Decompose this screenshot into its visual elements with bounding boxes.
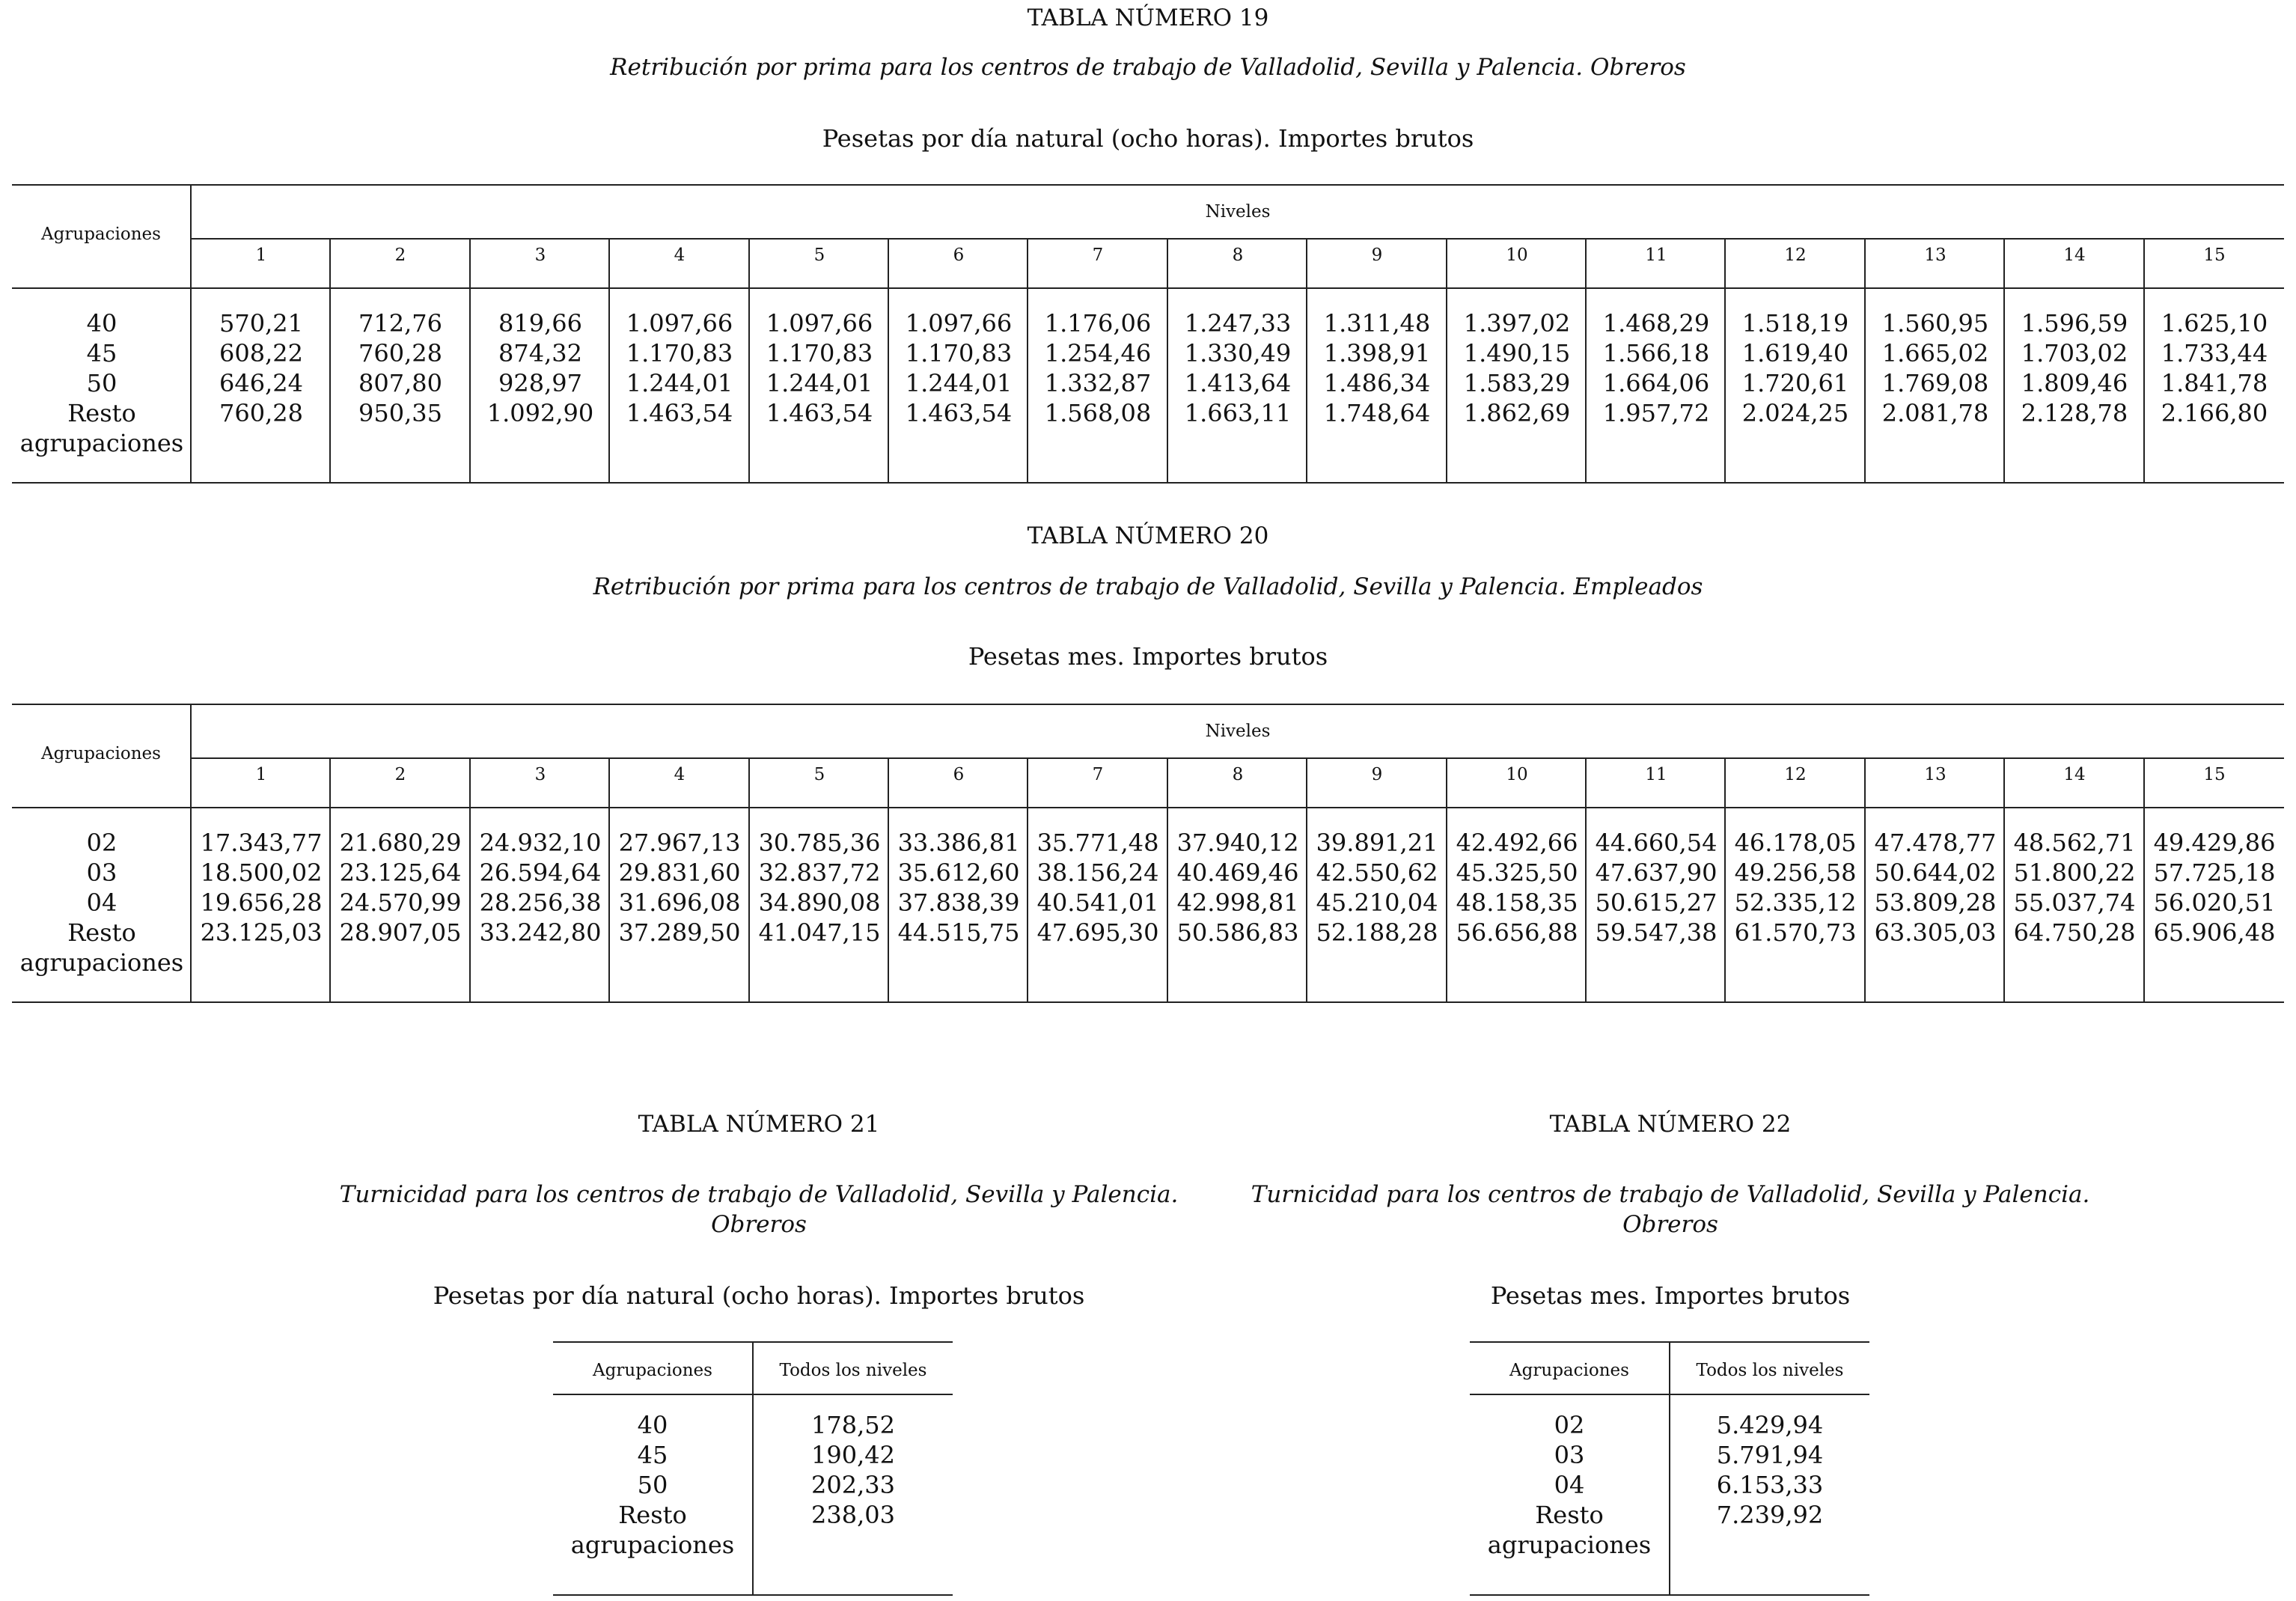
level-column <box>1307 308 1447 428</box>
level-column <box>1587 828 1726 948</box>
level-header: 9 <box>1371 246 1383 265</box>
table-cell: 55.037,74 <box>2013 888 2136 917</box>
group-labels <box>1470 1410 1669 1560</box>
table-cell: 42.492,66 <box>1456 829 1578 857</box>
header-todos-niveles: Todos los niveles <box>779 1361 927 1380</box>
table-cell: 1.468,29 <box>1602 309 1710 338</box>
table-cell: 1.254,46 <box>1044 339 1152 368</box>
table-21 <box>553 1341 953 1596</box>
level-column <box>1447 308 1587 428</box>
table-cell: 44.660,54 <box>1595 829 1718 857</box>
table-19-subtitle: Retribución por prima para los centros de trabajo de Valladolid, Sevilla y Palencia. Obreros <box>610 54 1686 81</box>
level-column <box>750 828 889 948</box>
table-cell: 5.429,94 <box>1716 1411 1824 1439</box>
table-cell: 1.625,10 <box>2161 309 2268 338</box>
table-21-subtitle-2: Obreros <box>711 1211 807 1238</box>
table-cell: 17.343,77 <box>200 829 323 857</box>
group-label: 40 <box>637 1411 668 1439</box>
table-22 <box>1470 1341 1869 1596</box>
table-cell: 950,35 <box>358 399 442 427</box>
level-column <box>192 308 331 428</box>
table-cell: 190,42 <box>811 1441 895 1469</box>
table-20-unit: Pesetas mes. Importes brutos <box>968 642 1328 671</box>
level-header: 1 <box>255 765 267 784</box>
level-column <box>2145 828 2284 948</box>
level-header: 7 <box>1092 765 1104 784</box>
table-cell: 1.486,34 <box>1323 369 1431 397</box>
table-cell: 21.680,29 <box>339 829 462 857</box>
level-header: 3 <box>534 246 546 265</box>
level-column <box>1168 308 1307 428</box>
table-cell: 1.332,87 <box>1044 369 1152 397</box>
level-header: 15 <box>2203 246 2226 265</box>
group-label: agrupaciones <box>19 948 184 977</box>
table-20 <box>12 704 2284 1003</box>
table-cell: 1.663,11 <box>1184 399 1292 427</box>
level-header: 8 <box>1232 765 1244 784</box>
level-column <box>1726 828 1865 948</box>
table-cell: 570,21 <box>219 309 303 338</box>
table-cell: 52.335,12 <box>1734 888 1857 917</box>
table-cell: 1.398,91 <box>1323 339 1431 368</box>
level-header: 4 <box>674 765 686 784</box>
table-cell: 19.656,28 <box>200 888 323 917</box>
level-header: 14 <box>2063 246 2086 265</box>
level-column <box>1447 828 1587 948</box>
table-cell: 1.097,66 <box>905 309 1013 338</box>
level-header: 1 <box>255 246 267 265</box>
table-cell: 37.838,39 <box>897 888 1020 917</box>
table-cell: 44.515,75 <box>897 918 1020 947</box>
group-labels <box>553 1410 752 1560</box>
table-cell: 1.330,49 <box>1184 339 1292 368</box>
table-cell: 37.289,50 <box>618 918 741 947</box>
group-label: Resto <box>67 918 136 947</box>
table-cell: 56.656,88 <box>1456 918 1578 947</box>
level-column <box>750 308 889 428</box>
level-column <box>1866 828 2005 948</box>
level-header: 2 <box>394 765 406 784</box>
level-column <box>471 828 610 948</box>
group-label: agrupaciones <box>1487 1531 1652 1559</box>
level-column <box>331 308 470 428</box>
table-cell: 52.188,28 <box>1316 918 1438 947</box>
table-cell: 24.570,99 <box>339 888 462 917</box>
table-cell: 23.125,64 <box>339 859 462 887</box>
table-cell: 47.478,77 <box>1874 829 1997 857</box>
table-21-subtitle: Turnicidad para los centros de trabajo de Valladolid, Sevilla y Palencia. <box>339 1181 1179 1208</box>
table-cell: 1.566,18 <box>1602 339 1710 368</box>
table-cell: 1.413,64 <box>1184 369 1292 397</box>
table-cell: 28.256,38 <box>479 888 602 917</box>
table-cell: 1.092,90 <box>486 399 594 427</box>
table-cell: 1.957,72 <box>1602 399 1710 427</box>
table-cell: 45.210,04 <box>1316 888 1438 917</box>
table-cell: 37.940,12 <box>1176 829 1299 857</box>
level-header: 2 <box>394 246 406 265</box>
table-cell: 2.166,80 <box>2161 399 2268 427</box>
group-label: Resto <box>67 399 136 427</box>
table-cell: 48.562,71 <box>2013 829 2136 857</box>
table-22-unit: Pesetas mes. Importes brutos <box>1490 1281 1851 1310</box>
table-cell: 874,32 <box>498 339 582 368</box>
table-cell: 608,22 <box>219 339 303 368</box>
level-header: 10 <box>1506 765 1528 784</box>
level-header: 12 <box>1784 765 1807 784</box>
table-cell: 57.725,18 <box>2153 859 2276 887</box>
level-header: 6 <box>953 765 965 784</box>
table-cell: 1.463,54 <box>626 399 733 427</box>
table-cell: 50.615,27 <box>1595 888 1718 917</box>
table-cell: 34.890,08 <box>758 888 881 917</box>
table-cell: 6.153,33 <box>1716 1471 1824 1499</box>
table-cell: 1.097,66 <box>766 309 873 338</box>
level-column <box>2145 308 2284 428</box>
level-header: 11 <box>1645 246 1667 265</box>
table-cell: 29.831,60 <box>618 859 741 887</box>
table-cell: 760,28 <box>219 399 303 427</box>
table-19 <box>12 184 2284 484</box>
table-cell: 42.550,62 <box>1316 859 1438 887</box>
table-cell: 202,33 <box>811 1471 895 1499</box>
header-agrupaciones: Agrupaciones <box>593 1361 712 1380</box>
table-cell: 56.020,51 <box>2153 888 2276 917</box>
table-cell: 49.256,58 <box>1734 859 1857 887</box>
level-header: 10 <box>1506 246 1528 265</box>
table-cell: 41.047,15 <box>758 918 881 947</box>
table-cell: 1.247,33 <box>1184 309 1292 338</box>
table-21-unit: Pesetas por día natural (ocho horas). Importes brutos <box>433 1281 1085 1310</box>
table-22-subtitle-2: Obreros <box>1622 1211 1718 1238</box>
table-cell: 35.612,60 <box>897 859 1020 887</box>
level-header: 4 <box>674 246 686 265</box>
level-header: 3 <box>534 765 546 784</box>
level-column <box>471 308 610 428</box>
table-cell: 38.156,24 <box>1036 859 1159 887</box>
level-column <box>1028 828 1167 948</box>
table-cell: 24.932,10 <box>479 829 602 857</box>
level-header: 5 <box>813 246 825 265</box>
table-cell: 1.518,19 <box>1741 309 1849 338</box>
level-column <box>1866 308 2005 428</box>
table-cell: 1.733,44 <box>2161 339 2268 368</box>
table-cell: 1.170,83 <box>626 339 733 368</box>
level-column <box>331 828 470 948</box>
table-cell: 1.862,69 <box>1463 399 1571 427</box>
header-agrupaciones: Agrupaciones <box>41 744 161 763</box>
level-header: 7 <box>1092 246 1104 265</box>
header-agrupaciones: Agrupaciones <box>1509 1361 1629 1380</box>
level-column <box>610 828 749 948</box>
group-label: agrupaciones <box>19 429 184 457</box>
table-cell: 1.463,54 <box>905 399 1013 427</box>
level-column <box>1307 828 1447 948</box>
table-cell: 53.809,28 <box>1874 888 1997 917</box>
table-cell: 1.311,48 <box>1323 309 1431 338</box>
level-header: 13 <box>1924 765 1947 784</box>
table-20-subtitle: Retribución por prima para los centros de trabajo de Valladolid, Sevilla y Palencia. Empleados <box>593 573 1703 600</box>
group-label: 03 <box>86 859 117 887</box>
group-label: 50 <box>637 1471 668 1499</box>
table-cell: 5.791,94 <box>1716 1441 1824 1469</box>
table-cell: 65.906,48 <box>2153 918 2276 947</box>
level-header: 15 <box>2203 765 2226 784</box>
group-label: 40 <box>86 309 117 338</box>
level-header: 14 <box>2063 765 2086 784</box>
level-column <box>889 308 1028 428</box>
table-cell: 928,97 <box>498 369 582 397</box>
table-cell: 1.170,83 <box>905 339 1013 368</box>
table-cell: 178,52 <box>811 1411 895 1439</box>
table-cell: 646,24 <box>219 369 303 397</box>
table-cell: 1.841,78 <box>2161 369 2268 397</box>
table-cell: 1.170,83 <box>766 339 873 368</box>
group-label: 45 <box>637 1441 668 1469</box>
header-niveles: Niveles <box>1205 722 1271 741</box>
level-header: 6 <box>953 246 965 265</box>
level-column <box>610 308 749 428</box>
table-cell: 31.696,08 <box>618 888 741 917</box>
value-column <box>1670 1410 1869 1530</box>
table-cell: 32.837,72 <box>758 859 881 887</box>
table-cell: 30.785,36 <box>758 829 881 857</box>
group-label: 02 <box>86 829 117 857</box>
level-column <box>1168 828 1307 948</box>
group-label: 45 <box>86 339 117 368</box>
table-cell: 2.081,78 <box>1881 399 1989 427</box>
table-cell: 1.244,01 <box>766 369 873 397</box>
table-cell: 819,66 <box>498 309 582 338</box>
group-labels <box>12 308 192 458</box>
table-cell: 1.664,06 <box>1602 369 1710 397</box>
table-19-title: TABLA NÚMERO 19 <box>1027 4 1269 31</box>
table-22-title: TABLA NÚMERO 22 <box>1549 1111 1792 1138</box>
table-cell: 1.583,29 <box>1463 369 1571 397</box>
level-header: 9 <box>1371 765 1383 784</box>
table-cell: 712,76 <box>358 309 442 338</box>
table-cell: 1.720,61 <box>1741 369 1849 397</box>
table-cell: 27.967,13 <box>618 829 741 857</box>
level-column <box>2005 828 2144 948</box>
table-cell: 1.097,66 <box>626 309 733 338</box>
table-cell: 1.665,02 <box>1881 339 1989 368</box>
table-cell: 39.891,21 <box>1316 829 1438 857</box>
table-cell: 1.244,01 <box>626 369 733 397</box>
table-cell: 1.560,95 <box>1881 309 1989 338</box>
table-cell: 47.695,30 <box>1036 918 1159 947</box>
table-cell: 47.637,90 <box>1595 859 1718 887</box>
table-cell: 18.500,02 <box>200 859 323 887</box>
table-cell: 2.128,78 <box>2021 399 2128 427</box>
table-cell: 1.703,02 <box>2021 339 2128 368</box>
level-column <box>1587 308 1726 428</box>
table-cell: 1.490,15 <box>1463 339 1571 368</box>
table-cell: 61.570,73 <box>1734 918 1857 947</box>
group-label: 04 <box>86 888 117 917</box>
level-column <box>1028 308 1167 428</box>
table-cell: 1.397,02 <box>1463 309 1571 338</box>
level-column <box>889 828 1028 948</box>
table-cell: 1.619,40 <box>1741 339 1849 368</box>
table-cell: 1.244,01 <box>905 369 1013 397</box>
table-cell: 49.429,86 <box>2153 829 2276 857</box>
group-label: Resto <box>1535 1501 1604 1529</box>
table-cell: 42.998,81 <box>1176 888 1299 917</box>
table-cell: 63.305,03 <box>1874 918 1997 947</box>
table-cell: 26.594,64 <box>479 859 602 887</box>
group-label: Resto <box>618 1501 687 1529</box>
table-cell: 40.469,46 <box>1176 859 1299 887</box>
level-column <box>192 828 331 948</box>
table-cell: 23.125,03 <box>200 918 323 947</box>
level-column <box>1726 308 1865 428</box>
table-cell: 1.748,64 <box>1323 399 1431 427</box>
level-header: 8 <box>1232 246 1244 265</box>
table-cell: 760,28 <box>358 339 442 368</box>
table-cell: 33.386,81 <box>897 829 1020 857</box>
table-cell: 50.644,02 <box>1874 859 1997 887</box>
table-cell: 50.586,83 <box>1176 918 1299 947</box>
table-cell: 64.750,28 <box>2013 918 2136 947</box>
table-cell: 2.024,25 <box>1741 399 1849 427</box>
table-cell: 1.463,54 <box>766 399 873 427</box>
table-cell: 1.769,08 <box>1881 369 1989 397</box>
table-cell: 1.568,08 <box>1044 399 1152 427</box>
header-niveles: Niveles <box>1205 202 1271 222</box>
table-cell: 238,03 <box>811 1501 895 1529</box>
group-labels <box>12 828 192 978</box>
header-todos-niveles: Todos los niveles <box>1696 1361 1844 1380</box>
group-label: 04 <box>1554 1471 1585 1499</box>
table-cell: 45.325,50 <box>1456 859 1578 887</box>
table-19-unit: Pesetas por día natural (ocho horas). Importes brutos <box>822 124 1474 153</box>
group-label: agrupaciones <box>570 1531 735 1559</box>
table-cell: 1.809,46 <box>2021 369 2128 397</box>
table-cell: 35.771,48 <box>1036 829 1159 857</box>
table-cell: 40.541,01 <box>1036 888 1159 917</box>
value-column <box>754 1410 953 1530</box>
header-agrupaciones: Agrupaciones <box>41 225 161 244</box>
table-cell: 46.178,05 <box>1734 829 1857 857</box>
table-20-title: TABLA NÚMERO 20 <box>1027 522 1269 549</box>
table-cell: 33.242,80 <box>479 918 602 947</box>
table-cell: 807,80 <box>358 369 442 397</box>
level-header: 12 <box>1784 246 1807 265</box>
level-header: 5 <box>813 765 825 784</box>
table-cell: 51.800,22 <box>2013 859 2136 887</box>
group-label: 03 <box>1554 1441 1585 1469</box>
table-cell: 1.176,06 <box>1044 309 1152 338</box>
table-cell: 48.158,35 <box>1456 888 1578 917</box>
table-cell: 7.239,92 <box>1716 1501 1824 1529</box>
table-cell: 28.907,05 <box>339 918 462 947</box>
table-22-subtitle: Turnicidad para los centros de trabajo de Valladolid, Sevilla y Palencia. <box>1251 1181 2090 1208</box>
level-header: 11 <box>1645 765 1667 784</box>
table-21-title: TABLA NÚMERO 21 <box>638 1111 880 1138</box>
level-header: 13 <box>1924 246 1947 265</box>
level-column <box>2005 308 2144 428</box>
table-cell: 59.547,38 <box>1595 918 1718 947</box>
table-cell: 1.596,59 <box>2021 309 2128 338</box>
group-label: 02 <box>1554 1411 1585 1439</box>
group-label: 50 <box>86 369 117 397</box>
